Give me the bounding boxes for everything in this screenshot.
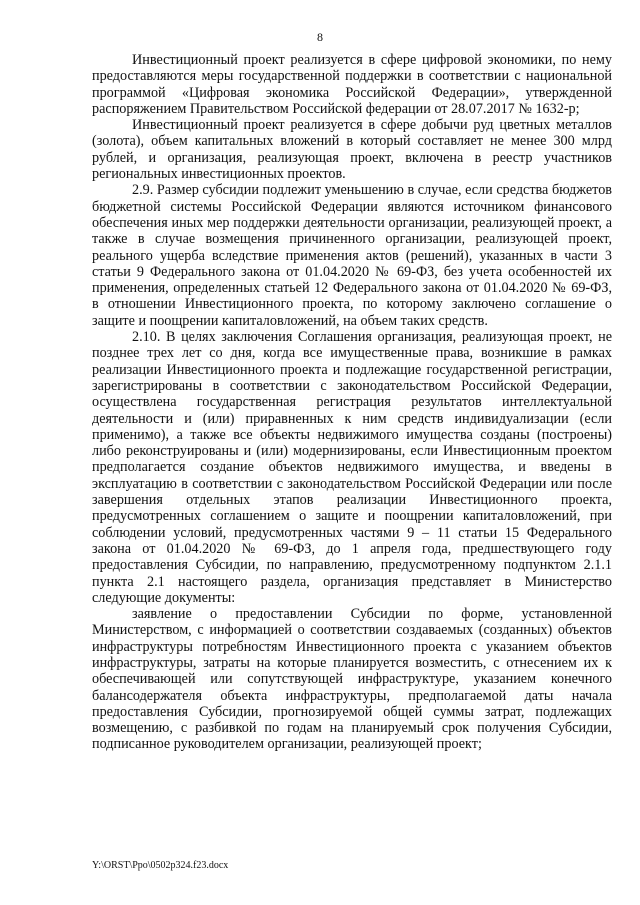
footer-file-path: Y:\ORST\Ppo\0502p324.f23.docx	[92, 860, 229, 871]
paragraph-2-10-agreement-documents: 2.10. В целях заключения Соглашения организация, реализующая проект, не позднее трех лет со дня, когда все имущественные права, возникшие в рамках реализации Инвестиционного проекта и подлежащие государственной регистрации, зарегистрированы в соответствии с законодательством Российской Федерации, осуществлена государственная регистрация результатов интеллектуальной деятельности и (или) приравненных к ним средств индивидуализации (если применимо), а также все объекты недвижимого имущества созданы (построены) либо реконструированы и (или) модернизированы, если Инвестиционным проектом предполагается создание объектов недвижимого имущества, и введены в эксплуатацию в соответствии с законодательством Российской Федерации или после завершения отдельных этапов реализации Инвестиционного проекта, предусмотренных соглашением о защите и поощрении капиталовложений, при соблюдении условий, предусмотренных частями 9 – 11 статьи 15 Федерального закона от 01.04.2020 № 69-ФЗ, до 1 апреля года, предшествующего году предоставления Субсидии, по направлению, предусмотренному подпунктом 2.1.1 пункта 2.1 настоящего раздела, организация представляет в Министерство следующие документы:	[92, 329, 612, 606]
paragraph-digital-economy: Инвестиционный проект реализуется в сфере цифровой экономики, по нему предоставляются меры государственной поддержки в соответствии с национальной программой «Цифровая экономика Российской Федерации», утвержденной распоряжением Правительством Российской федерации от 28.07.2017 № 1632-р;	[92, 52, 612, 117]
paragraph-gold-mining: Инвестиционный проект реализуется в сфере добычи руд цветных металлов (золота), объем капитальных вложений в который составляет не менее 300 млрд рублей, и организация, реализующая проект, включена в реестр участников региональных инвестиционных проектов.	[92, 117, 612, 183]
paragraph-subsidy-application: заявление о предоставлении Субсидии по форме, установленной Министерством, с информацией о соответствии создаваемых (созданных) объектов инфраструктуры потребностям Инвестиционного проекта с указанием объектов инфраструктуры, затраты на которые планируется возместить, с отнесением их к обеспечивающей или сопутствующей инфраструктуре, указанием конечного балансодержателя объекта инфраструктуры, предполагаемой даты начала предоставления Субсидии, прогнозируемой общей суммы затрат, подлежащих возмещению, с разбивкой по годам на планируемый срок получения Субсидии, подписанное руководителем организации, реализующей проект;	[92, 606, 612, 753]
document-body	[92, 52, 612, 753]
paragraph-2-9-subsidy-reduction: 2.9. Размер субсидии подлежит уменьшению в случае, если средства бюджетов бюджетной системы Российской Федерации являются источником финансового обеспечения иных мер поддержки деятельности организации, реализующей проект, а также в случае возмещения причиненного организации, реализующей проект, реального ущерба вследствие применения актов (решений), указанных в части 3 статьи 9 Федерального закона от 01.04.2020 № 69-ФЗ, без учета особенностей их применения, определенных статьей 12 Федерального закона от 01.04.2020 № 69-ФЗ, в отношении Инвестиционного проекта, по которому заключено соглашение о защите и поощрении капиталовложений, на объем таких средств.	[92, 182, 612, 329]
page-number: 8	[317, 30, 323, 44]
